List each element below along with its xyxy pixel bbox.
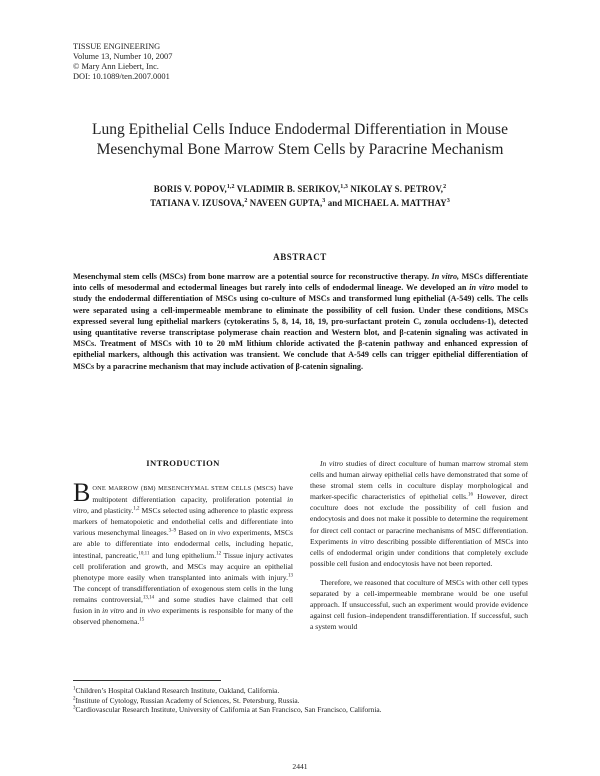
intro-paragraph-1 <box>73 478 293 627</box>
abstract-text: Mesenchymal stem cells (MSCs) from bone marrow are a potential source for reconstructive therapy. <box>73 272 430 281</box>
journal-header <box>73 42 172 82</box>
abstract-italic: in vitro <box>469 283 495 293</box>
text: Based on <box>176 528 210 538</box>
citation-ref: 10,11 <box>138 551 150 557</box>
citation-ref: 16 <box>467 492 473 498</box>
right-column <box>310 458 528 632</box>
footnote-text: Children’s Hospital Oakland Research Institute, Oakland, California. <box>75 686 280 695</box>
text: and <box>124 606 140 616</box>
journal-volume: Volume 13, Number 10, 2007 <box>73 52 173 61</box>
footnote-text: Cardiovascular Research Institute, University of California at San Francisco, San Francisco, California. <box>75 705 382 715</box>
introduction-heading: INTRODUCTION <box>146 458 220 468</box>
author-list <box>40 183 560 210</box>
italic-text: in vivo <box>209 528 231 538</box>
footnote-marker: 2 <box>73 696 76 702</box>
text: MSCs selected using adherence to plastic express markers of hematopoietic and endothelial cells and differentiate into various mesenchymal lineages. <box>73 506 293 538</box>
author-name: TATIANA V. IZUSOVA, <box>150 197 245 208</box>
paragraph-gap <box>310 569 528 577</box>
text: have multipotent differentiation capacity, proliferation potential <box>92 483 293 505</box>
abstract-text: MSCs differentiate into cells of mesodermal and ectodermal lineages but rarely into cells of endodermal lineage. We developed an <box>73 272 528 293</box>
citation-ref: 15 <box>139 617 145 623</box>
doi: DOI: 10.1089/ten.2007.0001 <box>73 72 170 81</box>
text: studies of direct coculture of human marrow stromal stem cells and human airway epithelial cells have demonstrated that some of these stromal stem cells in coculture display morphological and marker-specific characteristics of epithelial cells. <box>310 459 528 502</box>
citation-ref: 3–9 <box>168 528 177 534</box>
text: Tissue injury activates cell proliferation and growth, and MSCs may acquire an epithelial phenotype more easily when transplanted into animals with injury. <box>73 550 293 582</box>
text: However, direct coculture does not exclude the possibility of cell fusion and endocytosis and does not make it possible to determine the requirement for direct cell contact or paracrine mechanisms of MSC differentiation. Experiments <box>310 492 529 546</box>
text: describing possible differentiation of MSCs into cells of endodermal origin under conditions that completely exclude possible cell fusion and endocytosis have not been reported. <box>310 536 528 568</box>
copyright: © Mary Ann Liebert, Inc. <box>73 62 159 71</box>
title-line-1: Lung Epithelial Cells Induce Endodermal Differentiation in Mouse <box>92 121 508 138</box>
italic-text: in vitro <box>351 536 375 546</box>
footnote-divider <box>73 680 221 681</box>
affiliation-ref: 3 <box>446 197 450 204</box>
italic-text: In vitro <box>320 459 344 468</box>
text: and lung epithelium. <box>149 550 217 560</box>
affiliation-ref: 2 <box>244 197 248 204</box>
text: experiments, MSCs are able to differentiate into endodermal cells, including hepatic, intestinal, pancreatic, <box>73 528 293 560</box>
author-name: BORIS V. POPOV, <box>153 184 227 194</box>
author-line-2 <box>40 197 560 211</box>
affiliation-ref: 1,3 <box>340 184 349 191</box>
footnote-2 <box>73 696 528 706</box>
author-name: VLADIMIR B. SERIKOV, <box>236 184 341 194</box>
journal-name: TISSUE ENGINEERING <box>73 42 161 51</box>
article-title <box>40 120 560 160</box>
footnote-1 <box>73 686 528 696</box>
title-line-2: Mesenchymal Bone Marrow Stem Cells by Paracrine Mechanism <box>96 141 504 158</box>
citation-ref: 13,14 <box>142 595 155 601</box>
affiliation-footnotes <box>73 686 528 715</box>
author-name: MICHAEL A. MATTHAY <box>344 197 447 208</box>
abstract-heading: ABSTRACT <box>273 252 327 262</box>
citation-ref: 12 <box>216 551 222 557</box>
author-line-1 <box>40 183 560 197</box>
affiliation-ref: 2 <box>443 184 447 191</box>
text: experiments is responsible for many of the observed phenomena. <box>73 606 293 627</box>
body-paragraph-3: Therefore, we reasoned that coculture of MSCs with other cell types separated by a cell-impermeable membrane would be one useful approach. If unsuccessful, such an experiment would provide evidence against cell fusion–independent transdifferentiation. If successful, such a system would <box>310 577 528 632</box>
text: and some studies have claimed that cell fusion in <box>73 594 293 616</box>
small-caps-lead: ONE MARROW (BM) MESENCHYMAL STEM CELLS (MSCS) <box>92 485 277 492</box>
author-conjunction: and <box>327 197 343 208</box>
citation-ref: 13 <box>288 573 293 579</box>
text: The concept of transdifferentiation of exogenous stem cells in the lung remains controversial, <box>73 583 293 604</box>
affiliation-ref: 1,2 <box>226 184 235 191</box>
affiliation-ref: 3 <box>322 197 326 204</box>
left-column <box>73 458 293 627</box>
abstract-text: model to study the endodermal differentiation of MSCs using co-culture of MSCs and transformed lung epithelial (A-549) cells. The cells were separated using a cell-impermeable membrane to eliminate the possibility of cell fusion. Under these conditions, MSCs expressed several lung epithelial markers (cytokeratins 5, 8, 14, 18, 19, pro-surfactant protein C, zonula occludens-1), detected using quantitative reverse transcriptase polymerase chain reaction and Western blot, and β-catenin signaling was activated in MSCs. Treatment of MSCs with 10 to 20 mM lithium chloride activated the β-catenin pathway and enhanced expression of epithelial markers, although this activation was transient. We conclude that A-549 cells can trigger epithelial differentiation of MSCs by a paracrine mechanism that may include activation of β-catenin signaling. <box>73 283 528 371</box>
author-name: NAVEEN GUPTA, <box>249 197 323 208</box>
abstract-body <box>73 271 528 372</box>
italic-text: in vitro, <box>73 495 293 516</box>
drop-cap: B <box>73 478 91 507</box>
footnote-3 <box>73 705 528 715</box>
abstract-italic: In vitro, <box>431 272 460 281</box>
body-paragraph-2 <box>310 458 528 569</box>
footnote-marker: 3 <box>73 705 76 711</box>
italic-text: in vivo <box>139 606 161 616</box>
author-name: NIKOLAY S. PETROV, <box>350 184 444 194</box>
text: and plasticity. <box>88 506 134 516</box>
italic-text: in vitro <box>102 606 125 616</box>
footnote-text: Institute of Cytology, Russian Academy of Sciences, St. Petersburg, Russia. <box>75 695 300 705</box>
footnote-marker: 1 <box>73 686 76 692</box>
page-number: 2441 <box>292 762 308 771</box>
citation-ref: 1,2 <box>133 506 140 512</box>
